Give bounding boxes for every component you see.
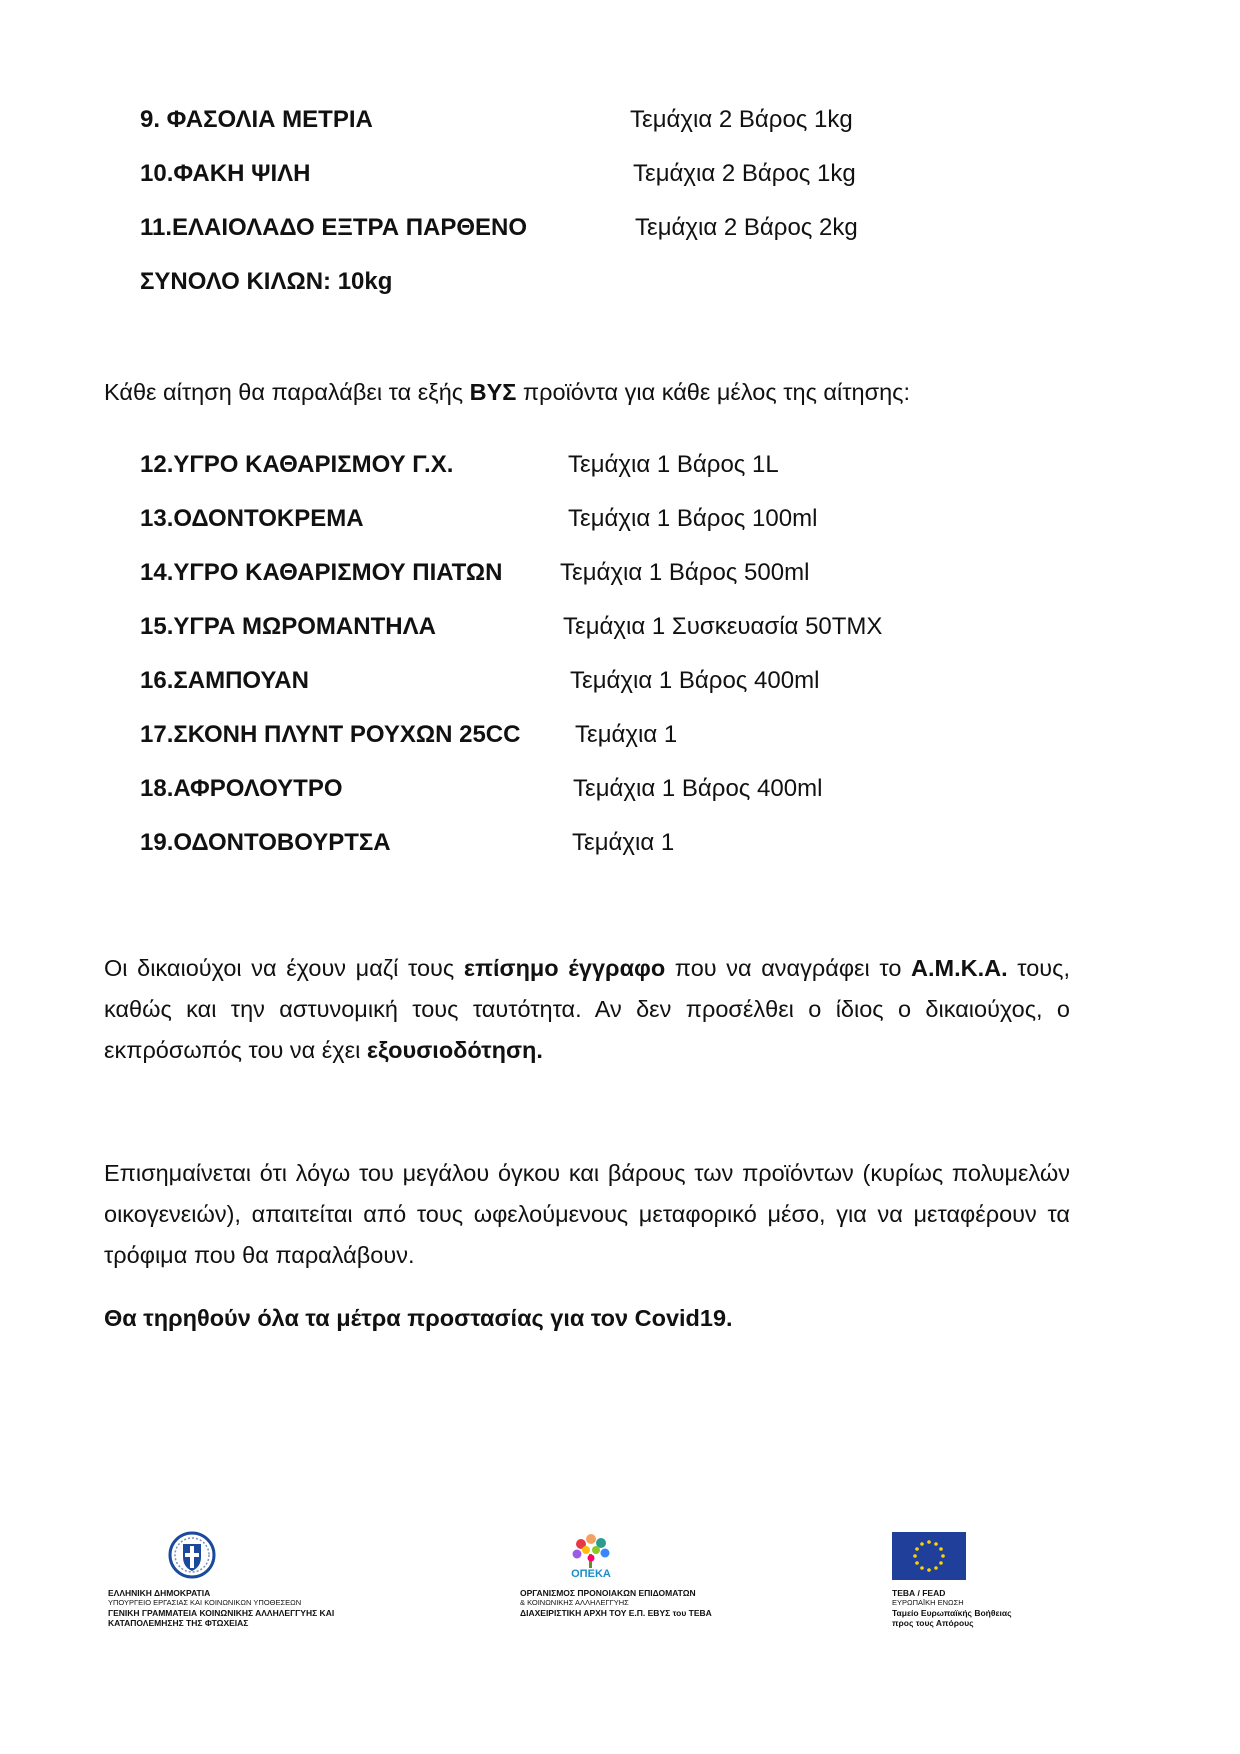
opeka-logo-text: ΟΠΕΚΑ — [571, 1568, 611, 1580]
eu-line: προς τους Απόρους — [892, 1618, 974, 1628]
item-quantity: Τεμάχια 1 — [575, 721, 678, 748]
item-name: 10.ΦΑΚΗ ΨΙΛΗ — [140, 160, 311, 187]
item-quantity: Τεμάχια 1 Συσκευασία 50ΤΜΧ — [563, 613, 883, 640]
para-bold: Α.Μ.Κ.Α. — [911, 955, 1008, 981]
item-name: 12.ΥΓΡΟ ΚΑΘΑΡΙΣΜΟΥ Γ.Χ. — [140, 451, 454, 478]
item-name: 19.ΟΔΟΝΤΟΒΟΥΡΤΣΑ — [140, 829, 391, 856]
item-quantity: Τεμάχια 1 Βάρος 100ml — [568, 505, 818, 532]
transport-paragraph: Επισημαίνεται ότι λόγω του μεγάλου όγκου και βάρους των προϊόντων (κυρίως πολυμελών οικογενειών), απαιτείται από τους ωφελούμενους μεταφορικό μέσο, για να μεταφέρουν τα τρόφιμα που θα παραλάβουν. — [104, 1160, 1070, 1268]
para-text: που να αναγράφει το — [665, 955, 912, 981]
documents-paragraph — [104, 948, 1070, 1071]
item-name: 9. ΦΑΣΟΛΙΑ ΜΕΤΡΙΑ — [140, 106, 373, 133]
footer-logos — [0, 1530, 1240, 1650]
intro-text-end: προϊόντα για κάθε μέλος της αίτησης: — [516, 379, 911, 405]
intro-bold: ΒΥΣ — [469, 379, 517, 405]
para-bold: επίσημο έγγραφο — [463, 955, 666, 981]
para-bold: εξουσιοδότηση. — [366, 1037, 543, 1063]
ministry-line: ΕΛΛΗΝΙΚΗ ΔΗΜΟΚΡΑΤΙΑ — [108, 1588, 211, 1598]
greek-emblem-icon — [166, 1530, 218, 1580]
opeka-line: ΔΙΑΧΕΙΡΙΣΤΙΚΗ ΑΡΧΗ ΤΟΥ Ε.Π. ΕΒΥΣ του ΤΕΒΑ — [520, 1608, 712, 1618]
para-text: τους, καθώς και την αστυνομική τους ταυτότητα. Αν δεν προσέλθει ο ίδιος ο δικαιούχος, ο εκπρόσωπός του να έχει — [104, 955, 1070, 1063]
item-name: 11.ΕΛΑΙΟΛΑΔΟ ΕΞΤΡΑ ΠΑΡΘΕΝΟ — [140, 214, 528, 241]
item-quantity: Τεμάχια 2 Βάρος 1kg — [630, 106, 853, 133]
ministry-line: ΥΠΟΥΡΓΕΙΟ ΕΡΓΑΣΙΑΣ ΚΑΙ ΚΟΙΝΩΝΙΚΩΝ ΥΠΟΘΕΣΕΩΝ — [108, 1598, 302, 1607]
eu-line: Ταμείο Ευρωπαϊκής Βοήθειας — [892, 1608, 1012, 1618]
ministry-line: ΓΕΝΙΚΗ ΓΡΑΜΜΑΤΕΙΑ ΚΟΙΝΩΝΙΚΗΣ ΑΛΛΗΛΕΓΓΥΗΣ ΚΑΙ — [108, 1608, 335, 1618]
item-quantity: Τεμάχια 2 Βάρος 2kg — [635, 214, 858, 241]
covid-note: Θα τηρηθούν όλα τα μέτρα προστασίας για τον Covid19. — [104, 1305, 733, 1331]
item-name: 18.ΑΦΡΟΛΟΥΤΡΟ — [140, 775, 343, 802]
item-quantity: Τεμάχια 1 — [572, 829, 675, 856]
hygiene-intro — [104, 372, 1070, 413]
item-name: 15.ΥΓΡΑ ΜΩΡΟΜΑΝΤΗΛΑ — [140, 613, 436, 640]
item-name: 14.ΥΓΡΟ ΚΑΘΑΡΙΣΜΟΥ ΠΙΑΤΩΝ — [140, 559, 503, 586]
item-quantity: Τεμάχια 1 Βάρος 1L — [568, 451, 779, 478]
eu-line: ΤΕΒΑ / FEAD — [892, 1588, 946, 1598]
eu-flag-icon — [892, 1532, 966, 1580]
eu-line: ΕΥΡΩΠΑΪΚΗ ΕΝΩΣΗ — [892, 1598, 964, 1607]
ministry-line: ΚΑΤΑΠΟΛΕΜΗΣΗΣ ΤΗΣ ΦΤΩΧΕΙΑΣ — [108, 1618, 249, 1628]
item-name: 17.ΣΚΟΝΗ ΠΛΥΝΤ ΡΟΥΧΩΝ 25CC — [140, 721, 521, 748]
para-text: Οι δικαιούχοι να έχουν μαζί τους — [104, 955, 464, 981]
item-name: 13.ΟΔΟΝΤΟΚΡΕΜΑ — [140, 505, 364, 532]
opeka-line: & ΚΟΙΝΩΝΙΚΗΣ ΑΛΛΗΛΕΓΓΥΗΣ — [520, 1598, 629, 1607]
item-name: 16.ΣΑΜΠΟΥΑΝ — [140, 667, 309, 694]
item-quantity: Τεμάχια 1 Βάρος 400ml — [570, 667, 820, 694]
item-quantity: Τεμάχια 1 Βάρος 400ml — [573, 775, 823, 802]
opeka-line: ΟΡΓΑΝΙΣΜΟΣ ΠΡΟΝΟΙΑΚΩΝ ΕΠΙΔΟΜΑΤΩΝ — [520, 1588, 696, 1598]
item-quantity: Τεμάχια 1 Βάρος 500ml — [560, 559, 810, 586]
item-quantity: Τεμάχια 2 Βάρος 1kg — [633, 160, 856, 187]
total-weight: ΣΥΝΟΛΟ ΚΙΛΩΝ: 10kg — [140, 268, 393, 295]
intro-text: Κάθε αίτηση θα παραλάβει τα εξής — [104, 379, 470, 405]
